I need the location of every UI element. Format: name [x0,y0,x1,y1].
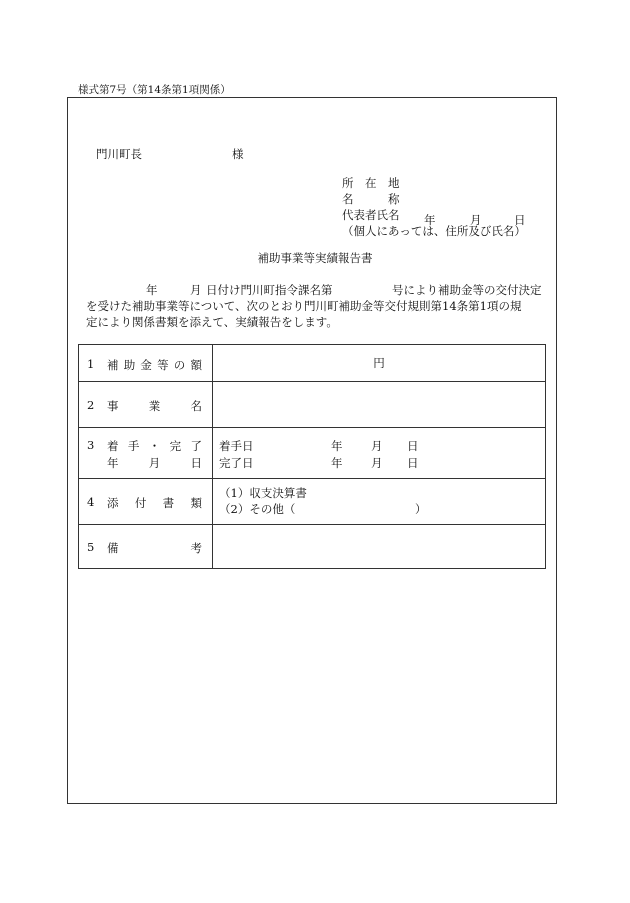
table-row [79,428,546,479]
date-month: 月 [470,213,482,227]
start-end-date-label: 3 着 手 ・ 完 了 年 月 日 [79,428,213,479]
attachments-label: 4 添 付 書 類 [79,479,213,525]
table-row [79,382,546,428]
body-number-text: 号により補助金等の交付決定 [392,283,542,297]
remarks-label: 5 備 考 [79,525,213,569]
name-label: 名 称 [342,192,400,206]
body-line-2: を受けた補助事業等について、次のとおり門川町補助金等交付規則第14条第1項の規 [86,299,522,313]
project-name-value [213,382,546,428]
representative-label: 代表者氏名 [342,208,400,222]
addressee-honorific: 様 [232,147,244,161]
body-text [86,282,556,330]
applicant-block [342,175,526,239]
attachments-value: （1）収支決算書 （2）その他（ ） [213,479,546,525]
date-year: 年 [424,213,436,227]
table-row [79,345,546,382]
remarks-value [213,525,546,569]
subsidy-amount-value: 円 [213,345,546,382]
addressee [96,146,244,162]
date-day: 日 [514,213,526,227]
address-label: 所 在 地 [342,176,400,190]
project-name-label: 2 事 業 名 [79,382,213,428]
table-row [79,525,546,569]
subsidy-amount-label: 1 補 助 金 等 の 額 [79,345,213,382]
attachment-item-1: （1）収支決算書 [219,486,307,500]
body-line-3: 定により関係書類を添えて、実績報告をします。 [86,315,338,329]
individual-note: （個人にあっては、住所及び氏名） [342,224,526,238]
addressee-name: 門川町長 [96,147,142,161]
start-end-date-value: 着手日 年 月 日 完了日 年 月 日 [213,428,546,479]
report-table [78,344,546,569]
body-year: 年 [146,283,158,297]
body-month: 月 [190,283,202,297]
body-date-text: 日付け門川町指令課名第 [206,283,333,297]
body-line-1 [86,282,556,298]
document-title: 補助事業等実績報告書 [257,251,373,265]
table-row [79,479,546,525]
form-number-label: 様式第7号（第14条第1項関係） [78,84,231,96]
